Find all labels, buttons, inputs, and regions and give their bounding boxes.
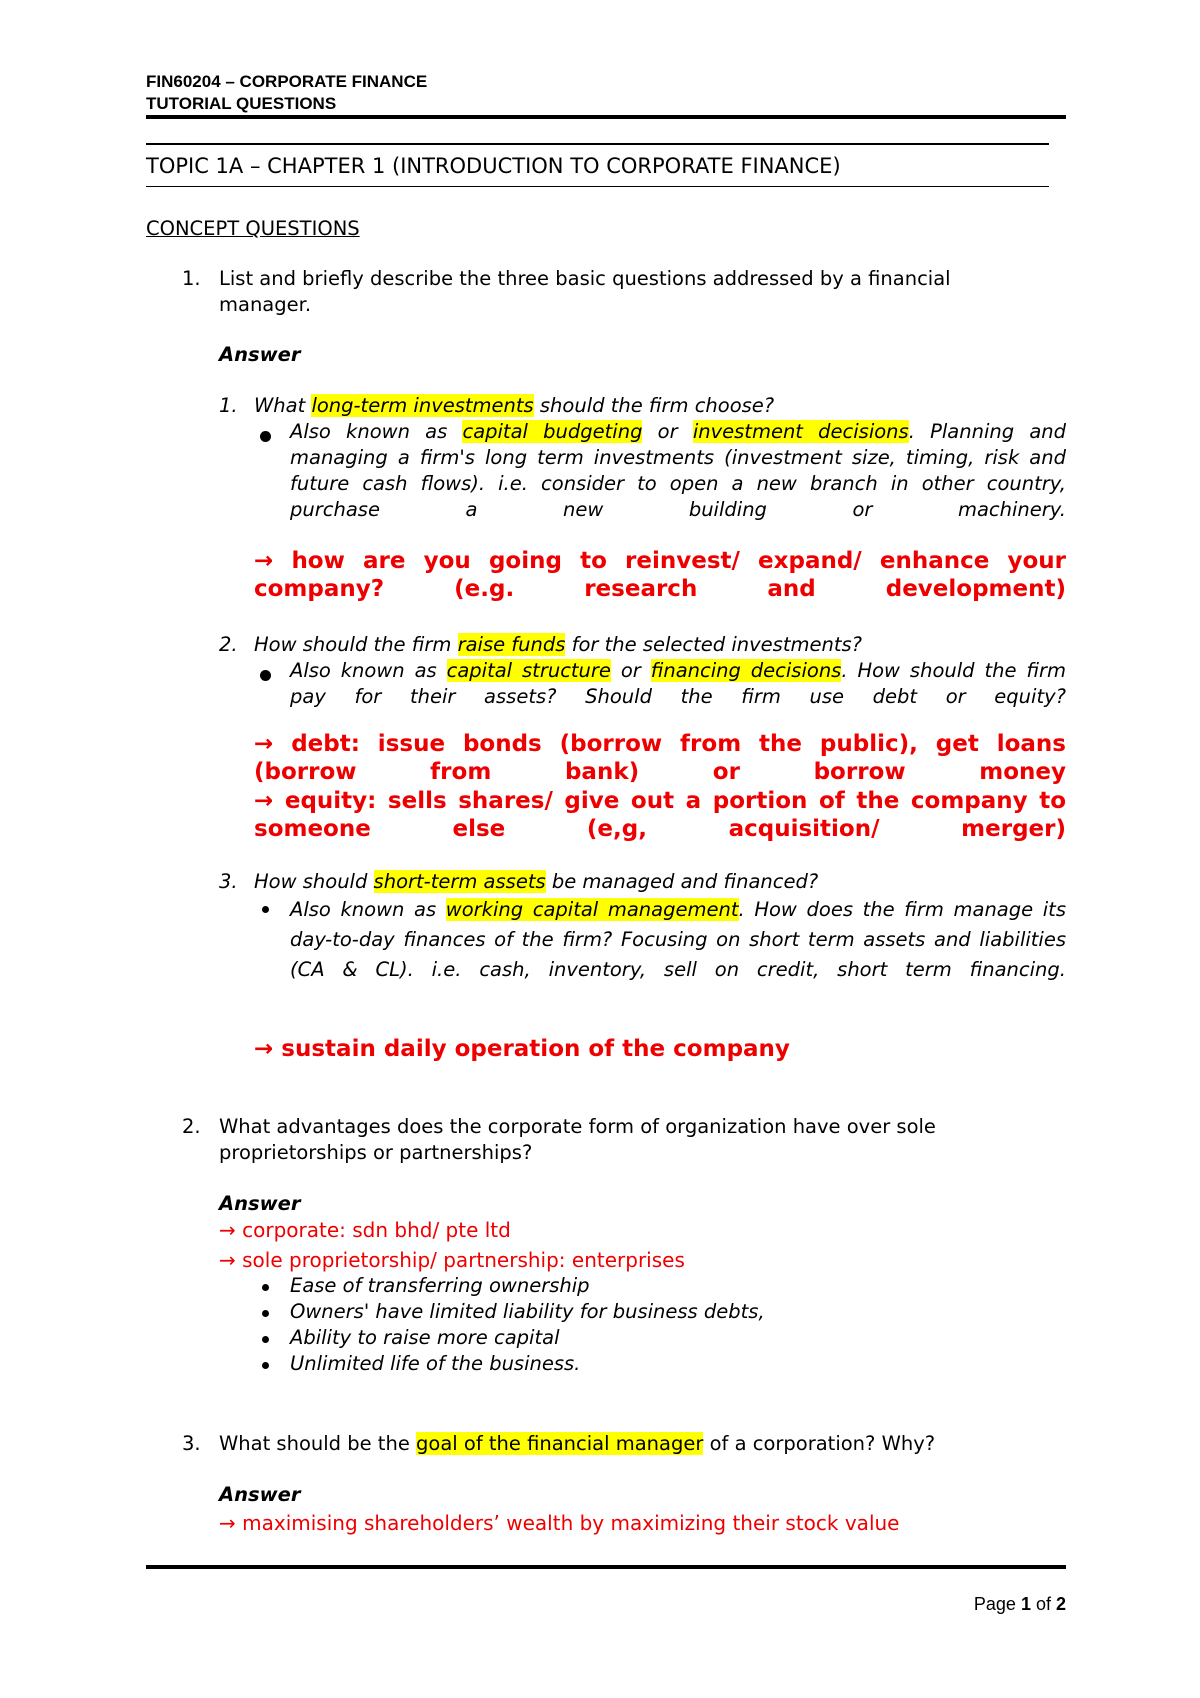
highlight: raise funds [457, 633, 566, 656]
title-top-rule [146, 143, 1049, 145]
answer-bullet-text: Also known as working capital management. How does the firm manage its day-to-day finances of the firm? Focusing on short term assets and liabilities (CA & CL). i.e. cash, inventory, sell on credit, short term financing. [290, 898, 1066, 981]
red-note: → equity: sells shares/ give out a portion of the company to someone else (e,g, acquisition/ merger) [254, 788, 1066, 842]
question-text-line: proprietorships or partnerships? [219, 1141, 533, 1164]
topic-title: TOPIC 1A – CHAPTER 1 (INTRODUCTION TO CORPORATE FINANCE) [146, 154, 841, 178]
highlight: investment decisions [692, 420, 909, 443]
question-text-line: manager. [219, 293, 312, 316]
highlight: working capital management [445, 898, 739, 921]
document-page [146, 0, 1066, 1698]
highlight: capital structure [446, 659, 611, 682]
document-subheader: TUTORIAL QUESTIONS [146, 94, 337, 113]
answer-item-number: 3. [219, 870, 238, 893]
answer-bullet-text: Ease of transferring ownership [290, 1274, 590, 1297]
question-number: 3. [182, 1432, 201, 1455]
answer-bullet-text: Owners' have limited liability for business debts, [290, 1300, 765, 1323]
question-text-line: What advantages does the corporate form of organization have over sole [219, 1115, 936, 1138]
header-rule [146, 115, 1066, 119]
arrow-icon: → [219, 1218, 236, 1242]
answer-item-heading: What long-term investments should the firm choose? [254, 394, 775, 417]
answer-bullet-text: Also known as capital structure or financing decisions. How should the firm pay for their assets? Should the firm use debt or equity? [290, 659, 1066, 708]
red-note: → corporate: sdn bhd/ pte ltd [219, 1218, 511, 1242]
red-note: → sustain daily operation of the company [254, 1036, 790, 1062]
highlight: financing decisions [650, 659, 842, 682]
footer-rule [146, 1565, 1066, 1569]
question-text: What should be the goal of the financial manager of a corporation? Why? [219, 1432, 936, 1455]
red-note: → maximising shareholders’ wealth by maximizing their stock value [219, 1511, 900, 1535]
bullet-icon [262, 1362, 269, 1369]
question-text-line: List and briefly describe the three basic questions addressed by a financial [219, 267, 951, 290]
page-number: Page 1 of 2 [973, 1594, 1066, 1614]
highlight: capital budgeting [462, 420, 643, 443]
highlight: short-term assets [373, 870, 546, 893]
answer-item-number: 2. [219, 633, 238, 656]
arrow-icon: → [219, 1511, 236, 1535]
question-number: 2. [182, 1115, 201, 1138]
arrow-icon: → [254, 788, 274, 814]
arrow-icon: → [254, 1036, 274, 1062]
question-number: 1. [182, 267, 201, 290]
bullet-icon [260, 670, 271, 681]
answer-bullet-text: Unlimited life of the business. [290, 1352, 581, 1375]
answer-item-heading: How should short-term assets be managed and financed? [254, 870, 819, 893]
answer-item-heading: How should the firm raise funds for the selected investments? [254, 633, 862, 656]
answer-bullet-text: Ability to raise more capital [290, 1326, 560, 1349]
red-note: → debt: issue bonds (borrow from the public), get loans (borrow from bank) or borrow money [254, 731, 1066, 785]
course-header: FIN60204 – CORPORATE FINANCE [146, 72, 428, 91]
arrow-icon: → [219, 1248, 236, 1272]
title-bottom-rule [146, 186, 1049, 187]
bullet-icon [260, 431, 271, 442]
red-note: → how are you going to reinvest/ expand/ enhance your company? (e.g. research and development) [254, 548, 1066, 602]
section-heading: CONCEPT QUESTIONS [146, 217, 360, 240]
answer-label: Answer [219, 1483, 301, 1506]
answer-label: Answer [219, 1192, 301, 1215]
bullet-icon [262, 1310, 269, 1317]
answer-bullet-text: Also known as capital budgeting or investment decisions. Planning and managing a firm's long term investments (investment size, timing, risk and future cash flows). i.e. consider to open a new branch in other country, purchase a new building or machinery. [290, 420, 1067, 521]
answer-label: Answer [219, 343, 301, 366]
answer-item-number: 1. [219, 394, 238, 417]
bullet-icon [262, 1284, 269, 1291]
bullet-icon [262, 1336, 269, 1343]
red-note: → sole proprietorship/ partnership: enterprises [219, 1248, 685, 1272]
bullet-icon [262, 906, 269, 913]
highlight: goal of the financial manager [416, 1432, 704, 1455]
highlight: long-term investments [311, 394, 534, 417]
arrow-icon: → [254, 731, 274, 757]
arrow-icon: → [254, 548, 274, 574]
